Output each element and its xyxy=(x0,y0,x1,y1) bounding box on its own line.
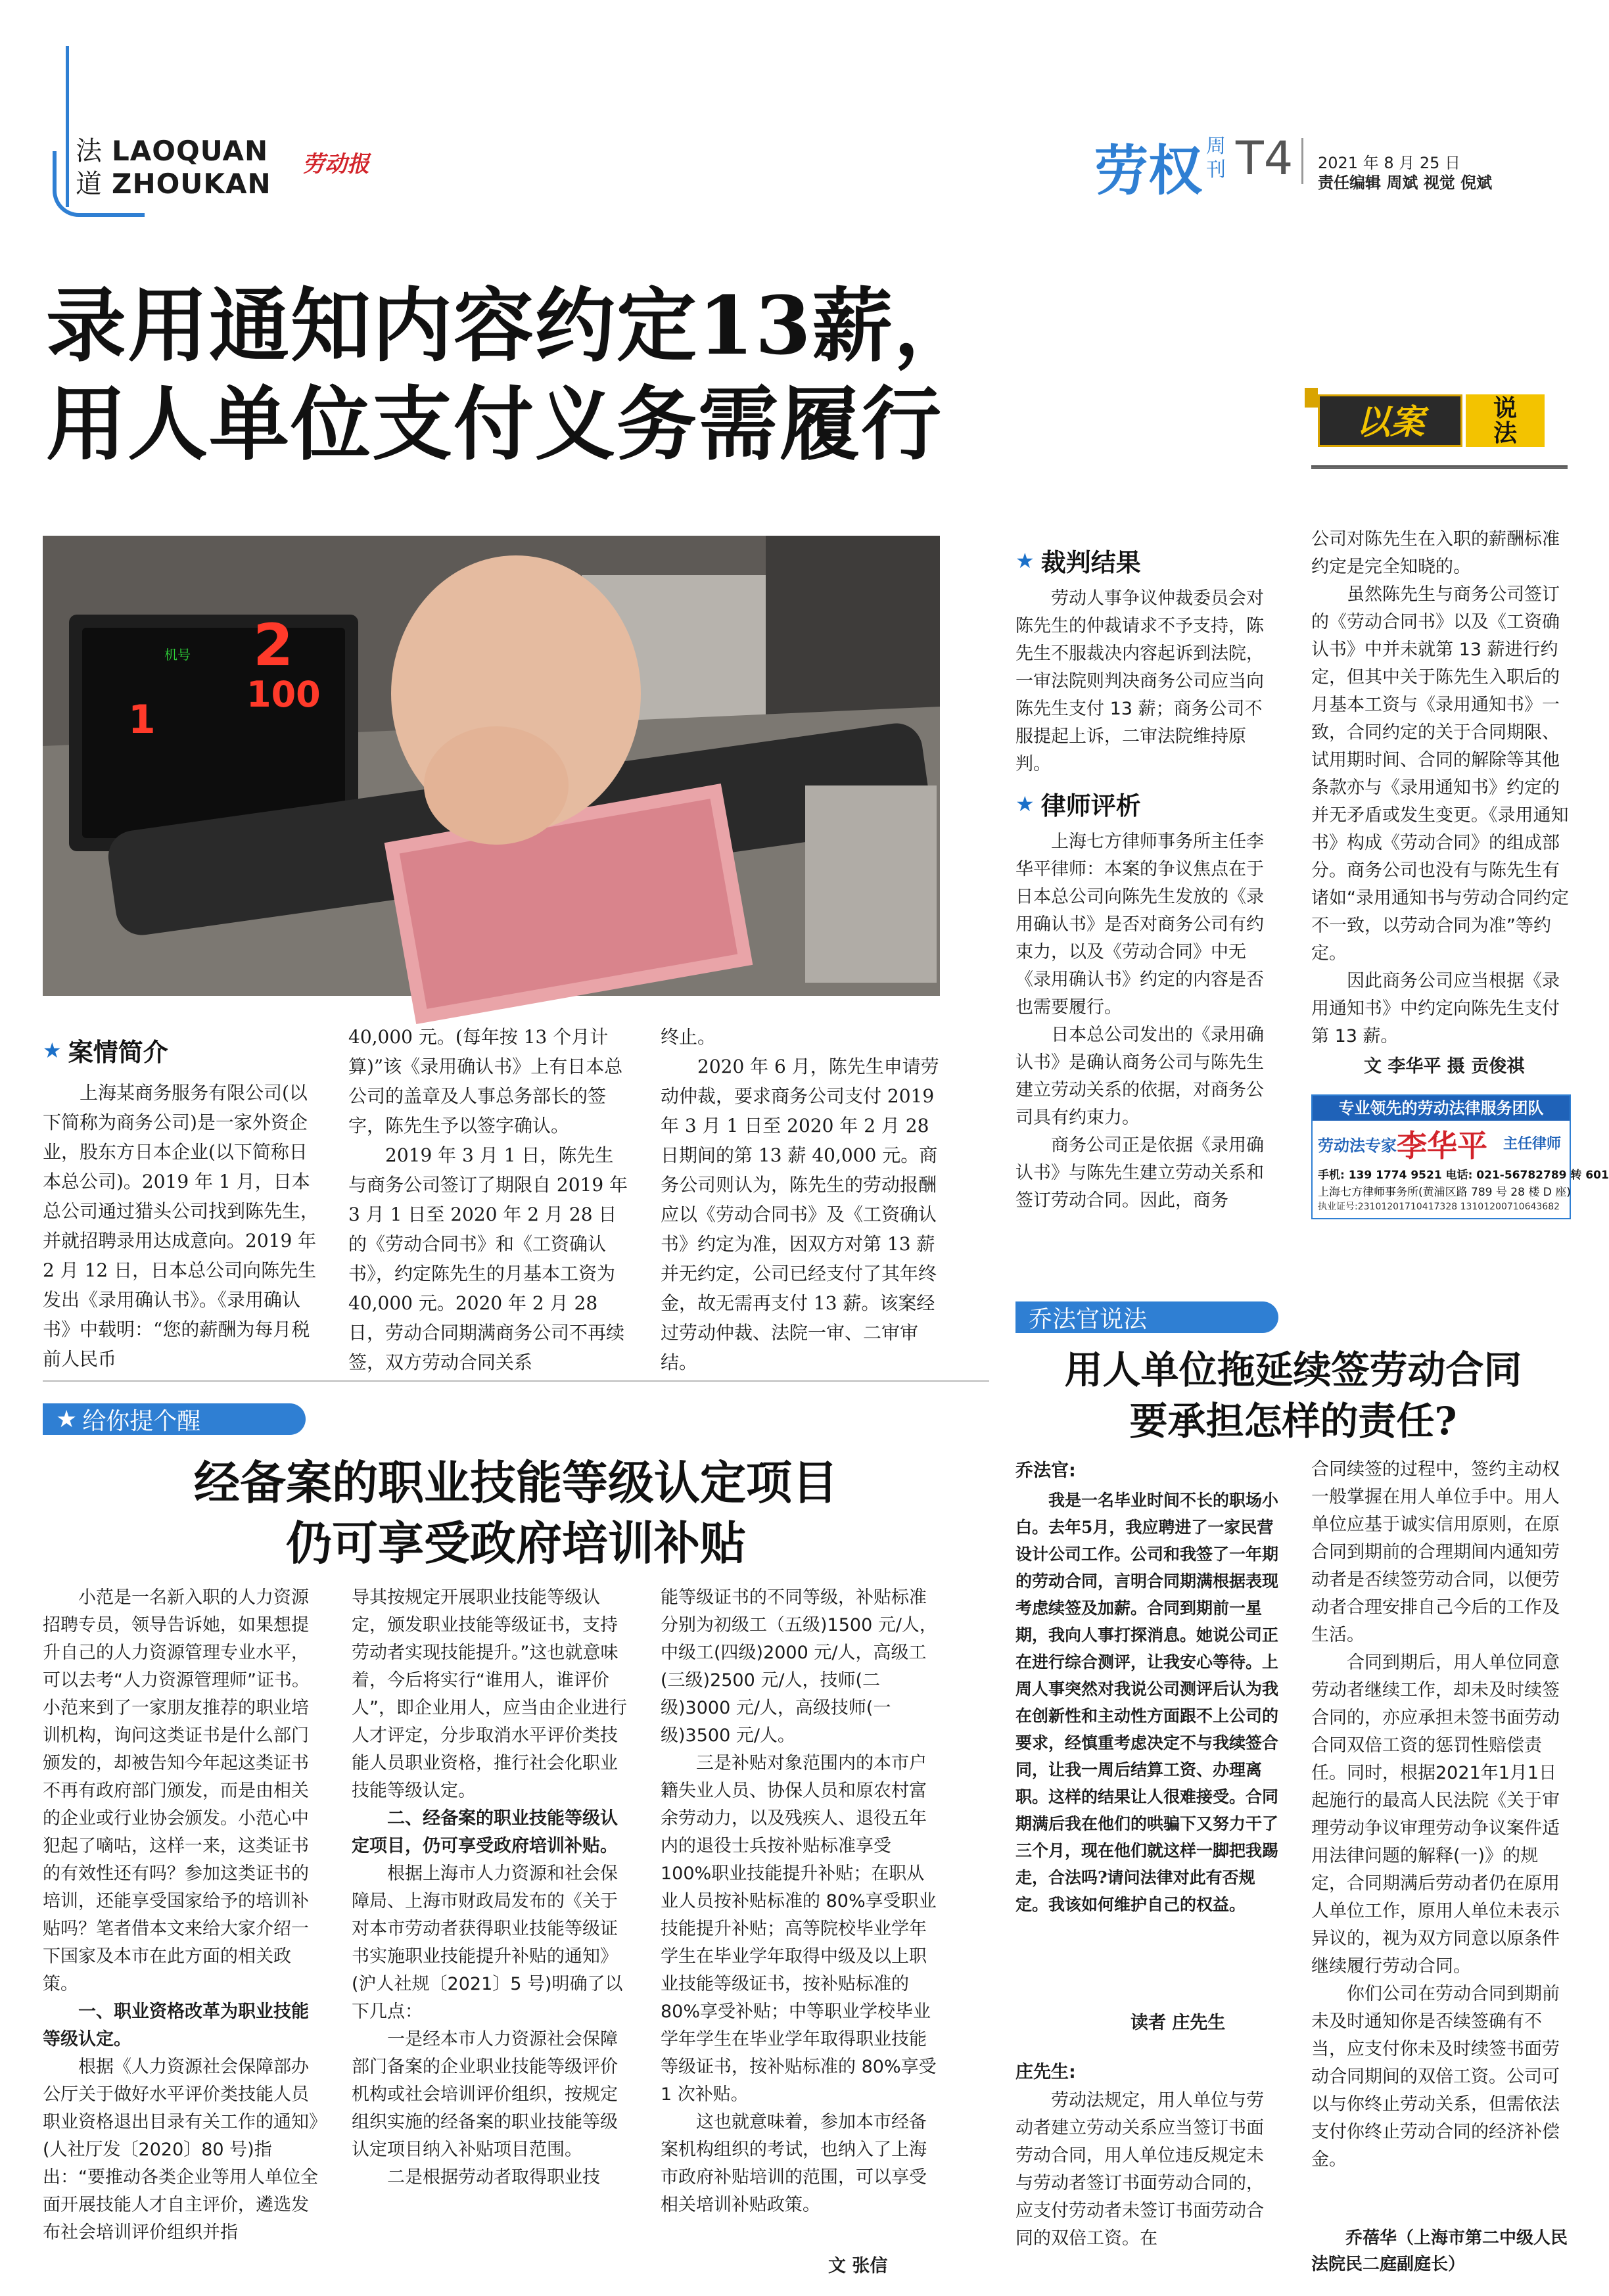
right-column-paragraph: 虽然陈先生与商务公司签订的《劳动合同书》以及《工资确认书》中并未就第 13 薪进行约定，但其中关于陈先生入职后的月基本工资与《录用通知书》一致，合同约定的关于合同期限、试用期时间、合同的解除等其他条款亦与《录用通知书》约定的并无矛盾或发生变更。《录用通知书》构成《劳动合同》的组成部分。商务公司也没有与陈先生有诸如“录用通知书与劳动合同约定不一致，以劳动合同为准”等约定。 xyxy=(1311,584,1569,964)
ruling-text xyxy=(1015,585,1278,778)
section-sub-char-2: 刊 xyxy=(1206,158,1226,181)
case-summary-heading xyxy=(43,1032,168,1068)
ruling-heading xyxy=(1015,542,1141,578)
case-badge-right xyxy=(1466,394,1545,447)
ad-expert-label: 劳动法专家 xyxy=(1318,1136,1397,1155)
main-headline-line-2: 用人单位支付义务需履行 xyxy=(46,377,943,471)
right-column-text xyxy=(1311,526,1571,1050)
main-headline-line-1: 录用通知内容约定13薪， xyxy=(46,278,975,373)
section-sub-char-1: 周 xyxy=(1206,135,1226,158)
display-count: 100 xyxy=(246,674,321,715)
judge-tag xyxy=(1015,1301,1278,1333)
lawyer-ad xyxy=(1311,1094,1609,1219)
judge-answer-col-2 xyxy=(1311,1456,1571,2174)
judge-tag-text: 乔法官说法 xyxy=(1029,1305,1148,1333)
case-summary-col-3 xyxy=(661,1022,943,1377)
training-tag-text: 给你提个醒 xyxy=(82,1407,201,1435)
judge-headline-line-2: 要承担怎样的责任? xyxy=(1129,1399,1457,1443)
editor-credits: 责任编辑 周斌 视觉 倪斌 xyxy=(1318,174,1493,192)
lawyer-paragraph: 日本总公司发出的《录用确认书》是确认商务公司与陈先生建立劳动关系的依据，对商务公司具有约束力。 xyxy=(1015,1025,1264,1128)
ad-title: 主任律师 xyxy=(1503,1136,1562,1152)
ad-contact: 手机: 139 1774 9521 电话: 021-56782789 转 601 xyxy=(1318,1169,1609,1182)
judge-question xyxy=(1015,1487,1278,1918)
masthead-vertical-char-2: 道 xyxy=(76,169,102,199)
display-label: 机号 xyxy=(164,647,191,663)
header-divider xyxy=(1301,138,1303,184)
ad-address: 上海七方律师事务所(黄浦区路 789 号 28 楼 D 座) xyxy=(1318,1186,1571,1199)
display-big-digit: 2 xyxy=(253,611,294,679)
training-paragraph: 小范是一名新入职的人力资源招聘专员，领导告诉她，如果想提升自己的人力资源管理专业水平，可以去考“人力资源管理师”证书。小范来到了一家朋友推荐的职业培训机构，询问这类证书是什么部门颁发的，却被告知今年起这类证书不再有政府部门颁发，而是由相关的企业或行业协会颁发。小范心中犯起了嘀咕，这样一来，这类证书的有效性还有吗？参加这类证书的培训，还能享受国家给予的培训补贴吗？笔者借本文来给大家介绍一下国家及本市在此方面的相关政策。 xyxy=(43,1587,310,1994)
section-name: 劳权 xyxy=(1094,140,1203,202)
main-headline xyxy=(46,276,1295,473)
training-headline-line-2: 仍可享受政府培训补贴 xyxy=(286,1516,746,1570)
judge-reader-sign: 读者 庄先生 xyxy=(1131,2013,1226,2033)
training-paragraph: 能等级证书的不同等级，补贴标准分别为初级工（五级)1500 元/人，中级工(四级)2000 元/人，高级工(三级)2500 元/人，技师(二级)3000 元/人，高级技师(一级)3500 元/人。 xyxy=(661,1587,937,1746)
section-divider xyxy=(43,1380,989,1382)
training-col-2 xyxy=(352,1584,628,2191)
judge-question-label: 乔法官: xyxy=(1015,1461,1076,1481)
judge-answer-paragraph: 合同续签的过程中，签约主动权一般掌握在用人单位手中。用人单位应基于诚实信用原则，在原合同到期前的合理期间内通知劳动者是否续签劳动合同，以便劳动者合理安排自己今后的工作及生活。 xyxy=(1311,1459,1560,1645)
case-summary-paragraph: 2020 年 6 月，陈先生申请劳动仲裁，要求商务公司支付 2019 年 3 月 1 日至 2020 年 2 月 28 日期间的第 13 薪 40,000 元。商务公司则认为，陈先生的劳动报酬应以《劳动合同书》及《工资确认书》约定为准，因双方对第 13 薪并无约定，公司已经支付了其年终金，故无需再支付 13 薪。该案经过劳动仲裁、法院一审、二审审结。 xyxy=(661,1056,939,1373)
judge-answer-paragraph: 合同到期后，用人单位同意劳动者继续工作，却未及时续签合同的，亦应承担未签书面劳动合同双倍工资的惩罚性赔偿责任。同时，根据2021年1月1日起施行的最高人民法院《关于审理劳动争议审理劳动争议案件适用法律问题的解释(一)》的规定，合同期满后劳动者仍在原用人单位工作，原用人单位未表示异议的，视为双方同意以原条件继续履行劳动合同。 xyxy=(1311,1652,1560,1977)
training-tag xyxy=(43,1403,306,1435)
case-badge-right-2: 法 xyxy=(1493,419,1517,447)
star-icon: ★ xyxy=(1015,548,1035,573)
masthead-en-line-2: ZHOUKAN xyxy=(112,168,271,200)
right-column-paragraph: 公司对陈先生在入职的薪酬标准约定是完全知晓的。 xyxy=(1311,529,1560,577)
judge-question-paragraph: 我是一名毕业时间不长的职场小白。去年5月，我应聘进了一家民营设计公司工作。公司和我签了一年期的劳动合同，言明合同期满根据表现考虑续签及加薪。合同到期前一星期，我向人事打探消息。她说公司正在进行综合测评，让我安心等待。上周人事突然对我说公司测评后认为我在创新性和主动性方面跟不上公司的要求，经慎重考虑决定不与我续签合同，让我一周后结算工资、办理离职。这样的结果让人很难接受。合同期满后我在他们的哄骗下又努力干了三个月，现在他们就这样一脚把我踢走，合法吗?请问法律对此有否规定。我该如何维护自己的权益。 xyxy=(1015,1491,1279,1914)
case-badge-accent xyxy=(1305,388,1318,408)
display-small-digit: 1 xyxy=(128,697,156,743)
issue-date: 2021 年 8 月 25 日 xyxy=(1318,154,1461,172)
case-summary-heading-text: 案情简介 xyxy=(68,1038,168,1067)
training-paragraph: 导其按规定开展职业技能等级认定，颁发职业技能等级证书，支持劳动者实现技能提升。”这也就意味着，今后将实行“谁用人，谁评价人”，即企业用人，应当由企业进行人才评定，分步取消水平评价类技能人员职业资格，推行社会化职业技能等级认定。 xyxy=(352,1587,627,1801)
cash-counter-photo xyxy=(43,536,940,996)
masthead-logo: 劳动报 xyxy=(302,151,369,177)
header xyxy=(0,0,1608,202)
training-headline xyxy=(43,1453,989,1574)
case-summary-col-1 xyxy=(43,1078,319,1374)
training-subheading: 一、职业资格改革为职业技能等级认定。 xyxy=(43,2002,309,2050)
ruling-heading-text: 裁判结果 xyxy=(1040,548,1141,577)
ruling-paragraph: 劳动人事争议仲裁委员会对陈先生的仲裁请求不予支持，陈先生不服裁决内容起诉到法院，一审法院则判决商务公司应当向陈先生支付 13 薪；商务公司不服提起上诉，二审法院维持原判。 xyxy=(1015,588,1264,774)
photo-illustration xyxy=(43,536,940,996)
judge-signature: 乔蓓华（上海市第二中级人民法院民二庭副庭长） xyxy=(1311,2228,1568,2274)
star-icon: ★ xyxy=(56,1405,78,1433)
training-headline-line-1: 经备案的职业技能等级认定项目 xyxy=(194,1455,838,1510)
training-paragraph: 三是补贴对象范围内的本市户籍失业人员、协保人员和原农村富余劳动力，以及残疾人、退役五年内的退役士兵按补贴标准享受 100%职业技能提升补贴；在职从业人员按补贴标准的 80%享受职业技能提升补贴；高等院校毕业学年学生在毕业学年取得中级及以上职业技能等级证书，按补贴标准的 80%享受补贴；中等职业学校毕业学年学生在毕业学年取得职业技能等级证书，按补贴标准的 80%享受 1 次补贴。 xyxy=(661,1753,937,2105)
training-paragraph: 根据《人力资源社会保障部办公厅关于做好水平评价类技能人员职业资格退出目录有关工作的通知》(人社厅发〔2020〕80 号)指出：“要推动各类企业等用人单位全面开展技能人才自主评价，遴选发布社会培训评价组织并指 xyxy=(43,2057,318,2243)
masthead-en-line-1: LAOQUAN xyxy=(112,135,269,167)
case-summary-paragraph: 2019 年 3 月 1 日，陈先生与商务公司签订了期限自 2019 年 3 月 1 日至 2020 年 2 月 28 日的《劳动合同书》和《工资确认书》，约定陈先生的月基本工资为 40,000 元。2020 年 2 月 28 日，劳动合同期满商务公司不再续签，双方劳动合同关系 xyxy=(348,1144,628,1373)
star-icon: ★ xyxy=(1015,791,1035,816)
judge-answer-label: 庄先生: xyxy=(1015,2062,1076,2082)
case-summary-col-2 xyxy=(348,1022,631,1377)
ad-license: 执业证号:23101201710417328 13101200710643682 xyxy=(1318,1202,1560,1212)
training-paragraph: 根据上海市人力资源和社会保障局、上海市财政局发布的《关于对本市劳动者获得职业技能等级证书实施职业技能提升补贴的通知》(沪人社规〔2021〕5 号)明确了以下几点： xyxy=(352,1863,623,2022)
training-paragraph: 这也就意味着，参加本市经备案机构组织的考试，也纳入了上海市政府补贴培训的范围，可以享受相关培训补贴政策。 xyxy=(661,2112,927,2215)
training-paragraph: 二是根据劳动者取得职业技 xyxy=(387,2167,600,2188)
lawyer-heading xyxy=(1015,785,1141,822)
lawyer-text xyxy=(1015,828,1278,1215)
case-badge-left: 以案 xyxy=(1318,394,1462,447)
right-column-paragraph: 因此商务公司应当根据《录用通知书》中约定向陈先生支付第 13 薪。 xyxy=(1311,971,1560,1046)
judge-answer-paragraph: 劳动法规定，用人单位与劳动者建立劳动关系应当签订书面劳动合同，用人单位违反规定未与劳动者签订书面劳动合同的，应支付劳动者未签订书面劳动合同的双倍工资。在 xyxy=(1015,2090,1264,2249)
section-sub xyxy=(1206,135,1226,182)
ad-tagline: 专业领先的劳动法律服务团队 xyxy=(1313,1096,1570,1121)
masthead-vertical-char-1: 法 xyxy=(76,136,102,166)
training-byline: 文 张信 xyxy=(828,2256,888,2276)
case-summary-paragraph: 40,000 元。(每年按 13 个月计算)”该《录用确认书》上有日本总公司的盖章及人事总务部长的签字，陈先生予以签字确认。 xyxy=(348,1026,623,1136)
lawyer-paragraph: 上海七方律师事务所主任李华平律师：本案的争议焦点在于日本总公司向陈先生发放的《录用确认书》是否对商务公司有约束力，以及《劳动合同》中无《录用确认书》约定的内容是否也需要履行。 xyxy=(1015,832,1264,1018)
case-summary-paragraph: 上海某商务服务有限公司(以下简称为商务公司)是一家外资企业，股东方日本企业(以下简称日本总公司)。2019 年 1 月，日本总公司通过猎头公司找到陈先生，并就招聘录用达成意向。2019 年 2 月 12 日，日本总公司向陈先生发出《录用确认书》。《录用确认书》中载明：“您的薪酬为每月税前人民币 xyxy=(43,1082,319,1370)
ad-name: 李华平 xyxy=(1397,1128,1487,1163)
judge-headline-line-1: 用人单位拖延续签劳动合同 xyxy=(1064,1347,1522,1392)
lawyer-paragraph: 商务公司正是依据《录用确认书》与陈先生建立劳动关系和签订劳动合同。因此，商务 xyxy=(1015,1135,1264,1211)
case-badge xyxy=(1305,388,1568,454)
case-badge-right-1: 说 xyxy=(1493,394,1517,422)
badge-rule xyxy=(1311,465,1568,469)
main-article-byline: 文 李华平 摄 贡俊祺 xyxy=(1364,1056,1525,1077)
training-paragraph: 一是经本市人力资源社会保障部门备案的企业职业技能等级评价机构或社会培训评价组织，按规定组织实施的经备案的职业技能等级认定项目纳入补贴项目范围。 xyxy=(352,2029,618,2160)
training-subheading: 二、经备案的职业技能等级认定项目，仍可享受政府培训补贴。 xyxy=(352,1808,618,1856)
case-summary-paragraph: 终止。 xyxy=(661,1026,716,1048)
judge-answer-paragraph: 你们公司在劳动合同到期前未及时通知你是否续签确有不当，应支付你未及时续签书面劳动合同期间的双倍工资。公司可以与你终止劳动关系，但需依法支付你终止劳动合同的经济补偿金。 xyxy=(1311,1984,1560,2170)
masthead-en xyxy=(112,135,271,200)
training-col-1 xyxy=(43,1584,319,2247)
page-number: T4 xyxy=(1236,131,1294,185)
star-icon: ★ xyxy=(43,1037,62,1063)
judge-headline xyxy=(1015,1344,1571,1447)
lawyer-heading-text: 律师评析 xyxy=(1040,791,1141,820)
masthead-vertical xyxy=(76,135,102,200)
judge-answer-col-1 xyxy=(1015,2087,1278,2253)
training-col-3 xyxy=(661,1584,940,2219)
